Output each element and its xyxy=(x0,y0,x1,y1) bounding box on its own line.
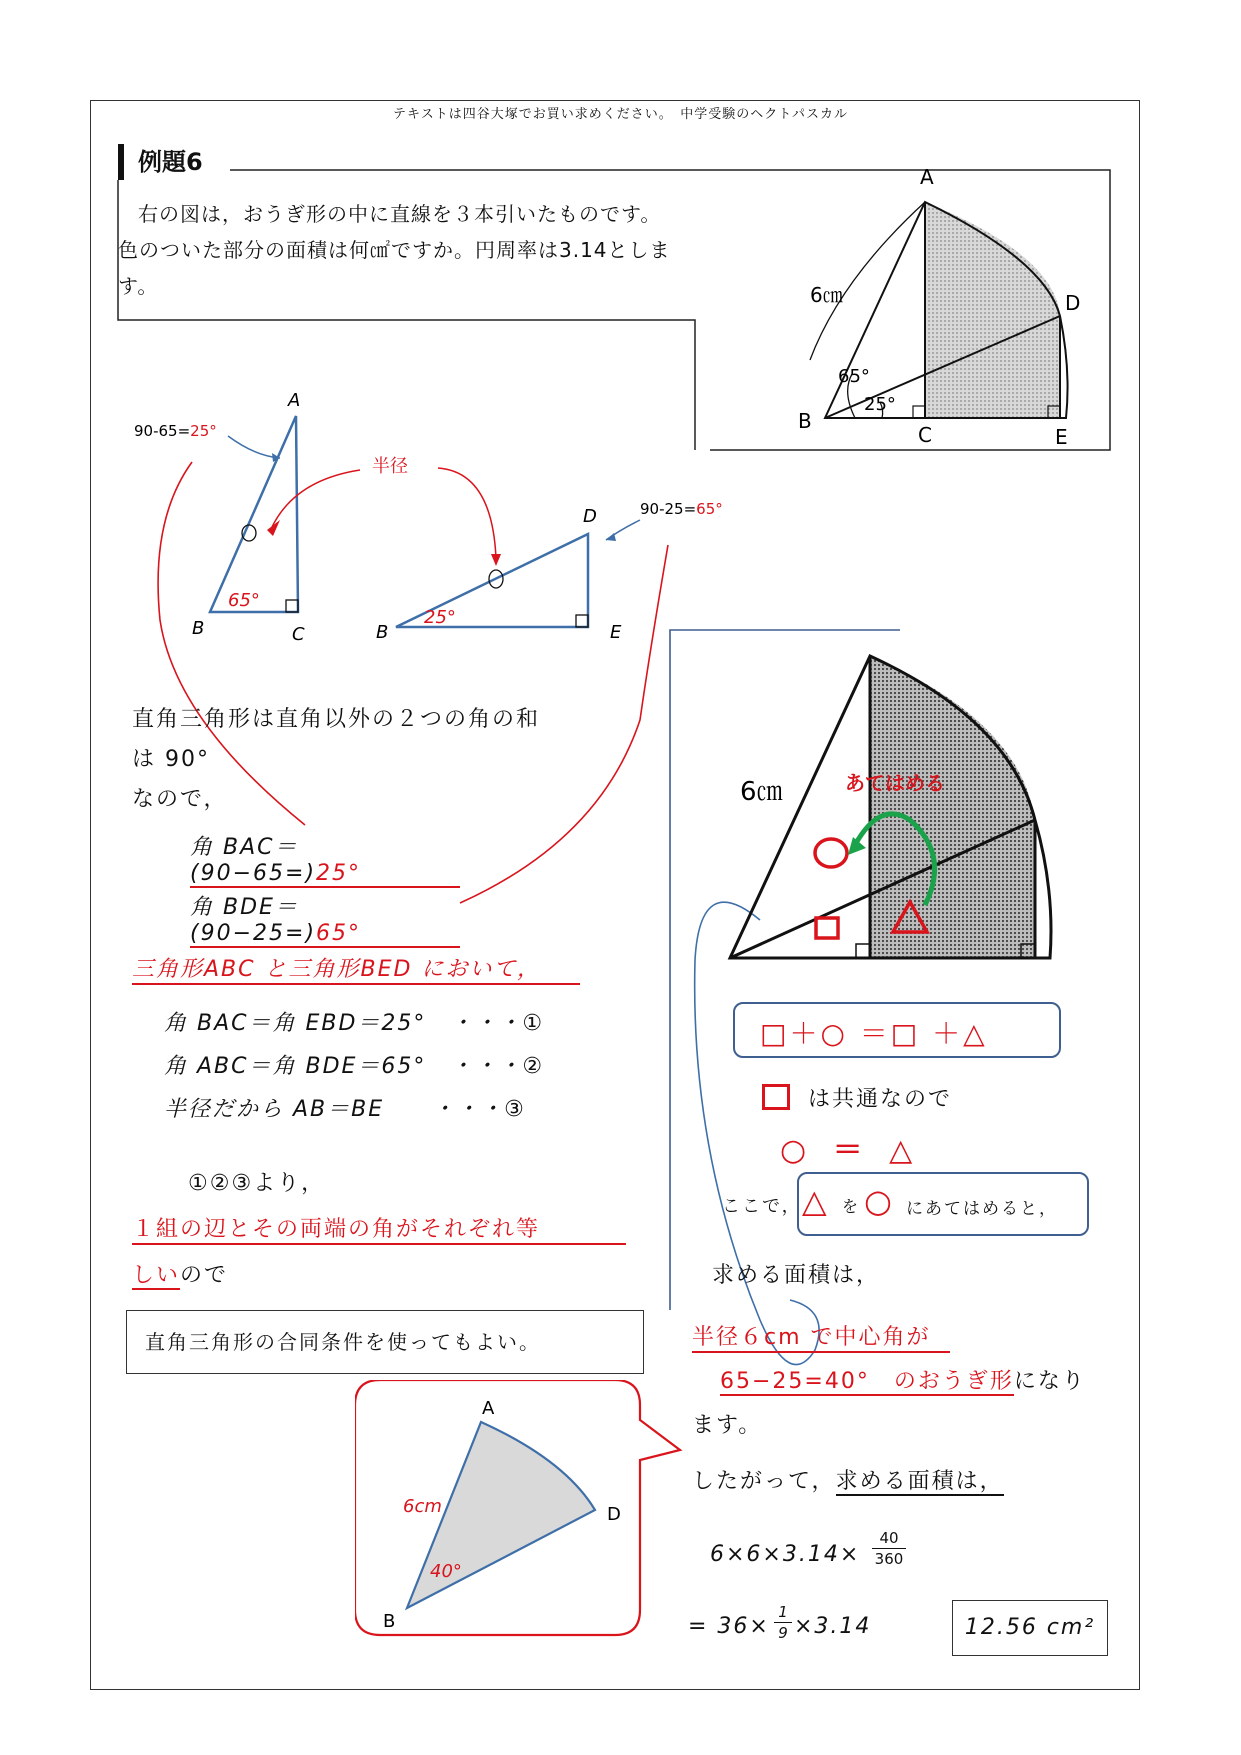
tri-right-angle: 25° xyxy=(424,607,456,628)
label-B: B xyxy=(798,409,812,433)
from-123: ①②③より， xyxy=(188,1171,326,1196)
apply-triangle: △ xyxy=(802,1182,827,1220)
problem-line-1: 右の図は，おうぎ形の中に直線を３本引いたものです。 xyxy=(138,202,662,226)
right-sector-figure xyxy=(710,640,1070,970)
triangle-heading: 三角形ABC と三角形BED において， xyxy=(132,952,580,985)
koko-text: ここで， xyxy=(722,1196,802,1217)
bubble-40deg: 40° xyxy=(430,1561,462,1582)
note-90-65: 90-65=25° xyxy=(134,422,217,440)
example-tag: 例題6 xyxy=(118,144,223,180)
tri-left-C: C xyxy=(292,624,305,645)
answer-box: 12.56 cm² xyxy=(952,1600,1108,1656)
atehameru-label: あてはめる xyxy=(845,771,945,795)
tri-right-B: B xyxy=(376,622,389,643)
bubble-D: D xyxy=(607,1504,621,1525)
label-65deg: 65° xyxy=(838,366,870,387)
tri-left-A: A xyxy=(288,390,301,411)
common-text: は共通なので xyxy=(808,1087,953,1112)
page-header: テキストは四谷大塚でお買い求めください。 中学受験のヘクトパスカル xyxy=(393,107,848,122)
tri-right-D: D xyxy=(583,506,597,527)
label-D: D xyxy=(1065,291,1081,315)
expl-line-1: 直角三角形は直角以外の２つの角の和 xyxy=(132,707,541,732)
expl-line-3: なので， xyxy=(132,787,228,812)
calc-line-2a: = 36× xyxy=(688,1614,770,1639)
hint-box: 直角三角形の合同条件を使ってもよい。 xyxy=(126,1310,644,1374)
fraction-2: 1 9 xyxy=(774,1602,792,1643)
congruence-line-1: １組の辺とその両端の角がそれぞれ等 xyxy=(132,1212,626,1245)
tri-left-B: B xyxy=(192,618,205,639)
therefore-text: したがって，求める面積は， xyxy=(692,1469,1004,1494)
fraction-1: 40 360 xyxy=(872,1528,906,1569)
condition-3: 半径だから AB＝BE ・・・③ xyxy=(164,1097,526,1122)
right-6cm: 6㎝ xyxy=(740,777,783,807)
equality-text: ○ ＝ △ xyxy=(780,1133,921,1168)
motomeru-text: 求める面積は， xyxy=(712,1263,881,1288)
apply-end: にあてはめると， xyxy=(906,1199,1058,1219)
apply-mid: を xyxy=(842,1197,861,1216)
expl-line-2: は 90° xyxy=(132,747,210,772)
condition-2: 角 ABC＝角 BDE＝65° ・・・② xyxy=(164,1054,545,1079)
square-symbol xyxy=(816,918,838,938)
problem-line-3: す。 xyxy=(118,274,159,298)
tri-right-E: E xyxy=(610,622,622,643)
tri-left-angle: 65° xyxy=(228,590,260,611)
sector-bubble xyxy=(355,1380,685,1650)
condition-1: 角 BAC＝角 EBD＝25° ・・・① xyxy=(164,1011,545,1036)
note-90-25: 90-25=65° xyxy=(640,500,723,518)
bubble-6cm: 6cm xyxy=(403,1496,442,1517)
label-25deg: 25° xyxy=(864,394,896,415)
bubble-A: A xyxy=(482,1398,495,1419)
congruence-line-2: しいので xyxy=(132,1263,229,1288)
bubble-B: B xyxy=(383,1611,396,1632)
label-A: A xyxy=(920,165,934,189)
calc-line-1: 6×6×3.14× xyxy=(710,1542,861,1567)
apply-circle: ○ xyxy=(864,1182,892,1220)
angle-bac: 角 BAC＝(90−65=)25° xyxy=(190,830,460,888)
problem-line-2: 色のついた部分の面積は何㎠ですか。円周率は3.14としま xyxy=(118,238,671,262)
radius-note: 半径６cm で中心角が xyxy=(692,1320,950,1353)
radius-label: 半径 xyxy=(372,456,408,477)
angle-bde: 角 BDE＝(90−25=)65° xyxy=(190,890,460,948)
label-E: E xyxy=(1055,425,1068,449)
masu-text: ます。 xyxy=(692,1413,763,1438)
equation-text: □＋○ ＝□ ＋△ xyxy=(760,1017,988,1050)
calc-line-2b: ×3.14 xyxy=(794,1614,872,1639)
label-6cm: 6㎝ xyxy=(810,283,843,307)
sector-note: 65−25=40° のおうぎ形になり xyxy=(720,1369,1086,1394)
circle-symbol xyxy=(815,839,847,867)
label-C: C xyxy=(918,423,932,447)
square-symbol-2 xyxy=(762,1084,790,1110)
